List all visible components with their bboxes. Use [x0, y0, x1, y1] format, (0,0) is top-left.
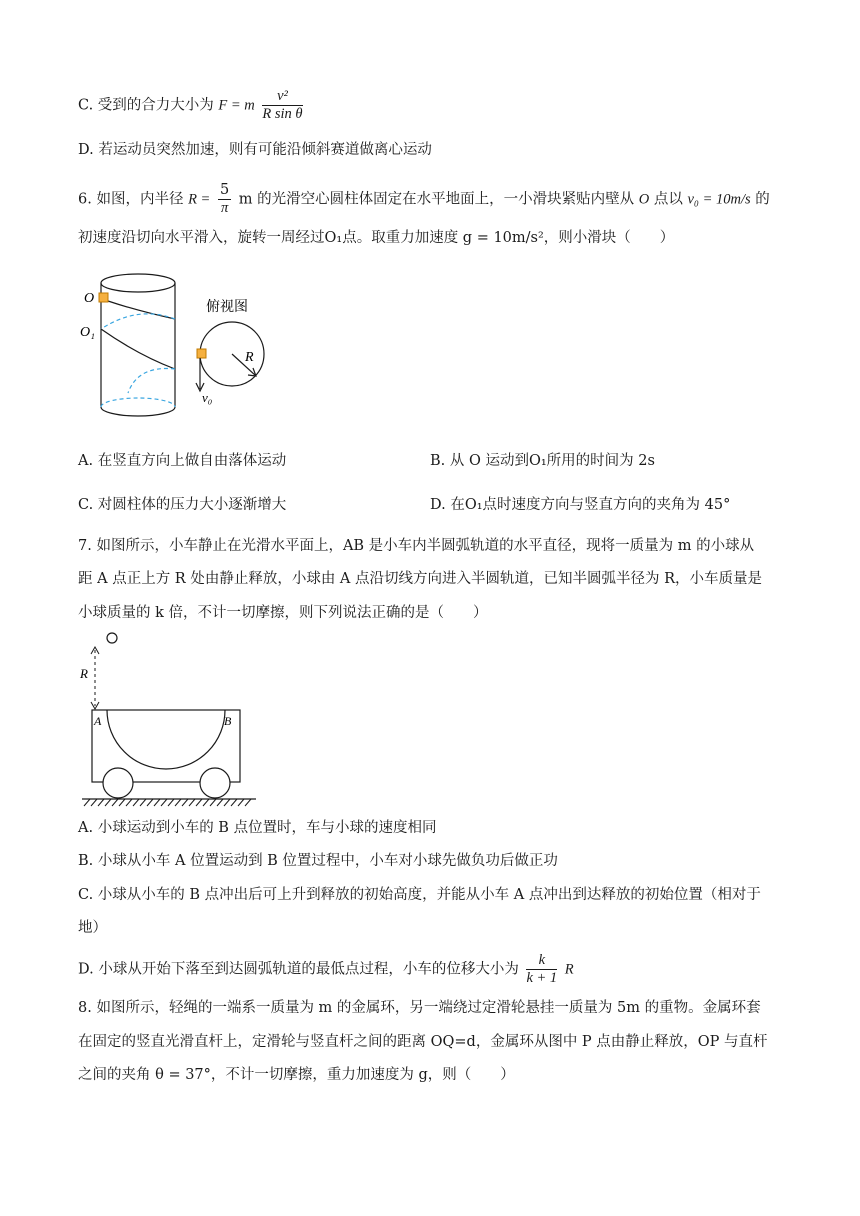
- q8-stem-line1: 8. 如图所示，轻绳的一端系一质量为 m 的金属环，另一端绕过定滑轮悬挂一质量为 5m 的重物。金属环套: [78, 1000, 761, 1016]
- q7-stem-line3: 小球质量的 k 倍，不计一切摩擦，则下列说法正确的是（ ）: [78, 605, 488, 621]
- q6-radius-symbol: R =: [188, 191, 211, 208]
- fig-label-v0: v₀: [202, 390, 213, 405]
- q8-stem-line3: 之间的夹角 θ = 37°，不计一切摩擦，重力加速度为 g，则（ ）: [78, 1067, 515, 1083]
- q5-formula-denominator: R sin θ: [262, 106, 303, 122]
- q6-stem-part-b: m 的光滑空心圆柱体固定在水平地面上，一小滑块紧贴内壁从: [238, 191, 635, 208]
- q5-option-c: [78, 88, 306, 123]
- q6-radius-denominator: π: [220, 200, 229, 216]
- q7-stem-line1: 7. 如图所示，小车静止在光滑水平面上，AB 是小车内半圆弧轨道的水平直径，现将一质量为 m 的小球从: [78, 538, 755, 554]
- q6-stem-line1: [78, 182, 770, 217]
- q7-option-d-text: D. 小球从开始下落至到达圆弧轨道的最低点过程，小车的位移大小为: [78, 961, 519, 978]
- q5-option-d: D. 若运动员突然加速，则有可能沿倾斜赛道做离心运动: [78, 142, 432, 158]
- wheel-left: [103, 768, 133, 798]
- semicircle-track: [107, 710, 225, 769]
- q5-formula-lhs: F = m: [218, 97, 255, 114]
- q6-point-o: O: [638, 191, 650, 208]
- q7-d-fraction: [526, 952, 557, 987]
- q6-stem-part-c: 点以: [653, 191, 683, 208]
- q6-radius-numerator: 5: [219, 182, 230, 198]
- ground-hatching: [84, 799, 251, 806]
- q5-formula-numerator: v²: [262, 88, 302, 106]
- q6-cylinder-figure: [78, 265, 278, 425]
- cylinder-top-ellipse: [101, 274, 175, 292]
- fig-q7-label-r: R: [80, 666, 88, 681]
- q6-initial-speed: v₀ = 10m/s: [687, 191, 751, 208]
- ball-icon: [107, 633, 117, 643]
- q5-formula-fraction: [262, 88, 302, 123]
- q6-radius-fraction: [218, 182, 231, 217]
- q8-stem-line2: 在固定的竖直光滑直杆上，定滑轮与竖直杆之间的距离 OQ=d，金属环从图中 P 点由静止释放，OP 与直杆: [78, 1034, 768, 1050]
- q7-option-b: B. 小球从小车 A 位置运动到 B 位置过程中，小车对小球先做负功后做正功: [78, 853, 558, 869]
- slider-block-icon: [99, 293, 108, 302]
- q6-stem-part-d: 的: [755, 191, 770, 208]
- cylinder-bottom-front: [101, 407, 175, 416]
- q7-cart-figure: [78, 628, 268, 810]
- q6-stem-line2: 初速度沿切向水平滑入，旋转一周经过O₁点。取重力加速度 g = 10m/s²，则小滑块（ ）: [78, 230, 675, 246]
- q7-d-denominator: k + 1: [526, 970, 558, 986]
- q7-d-numerator: k: [526, 952, 557, 970]
- cylinder-bottom-back: [101, 398, 175, 407]
- q5-option-c-text: C. 受到的合力大小为: [78, 97, 214, 114]
- q6-option-c: C. 对圆柱体的压力大小逐渐增大: [78, 497, 287, 513]
- fig-label-o: O: [84, 291, 95, 306]
- fig-q7-label-b: B: [224, 714, 232, 728]
- wheel-right: [200, 768, 230, 798]
- q6-stem-part-a: 6. 如图，内半径: [78, 191, 184, 208]
- q6-option-a: A. 在竖直方向上做自由落体运动: [78, 453, 287, 469]
- q7-stem-line2: 距 A 点正上方 R 处由静止释放，小球由 A 点沿切线方向进入半圆轨道，已知半圆弧半径为 R，小车质量是: [78, 571, 763, 587]
- q7-option-c-line1: C. 小球从小车的 B 点冲出后可上升到释放的初始高度，并能从小车 A 点冲出到达释放的初始位置（相对于: [78, 887, 761, 903]
- q6-option-d: D. 在O₁点时速度方向与竖直方向的夹角为 45°: [430, 497, 731, 513]
- fig-q7-label-a: A: [94, 714, 102, 728]
- q7-option-d: [78, 952, 574, 987]
- q7-option-c-line2: 地）: [78, 920, 107, 936]
- helix-back-2: [128, 369, 175, 394]
- fig-topview-label: 俯视图: [206, 300, 248, 315]
- q7-d-suffix: R: [564, 961, 574, 978]
- helix-front-2: [101, 329, 175, 369]
- fig-label-o1: O₁: [80, 325, 95, 340]
- q7-option-a: A. 小球运动到小车的 B 点位置时，车与小球的速度相同: [78, 820, 437, 836]
- q6-option-b: B. 从 O 运动到O₁所用的时间为 2s: [430, 453, 655, 469]
- fig-label-r: R: [245, 350, 254, 365]
- topview-block-icon: [197, 349, 206, 358]
